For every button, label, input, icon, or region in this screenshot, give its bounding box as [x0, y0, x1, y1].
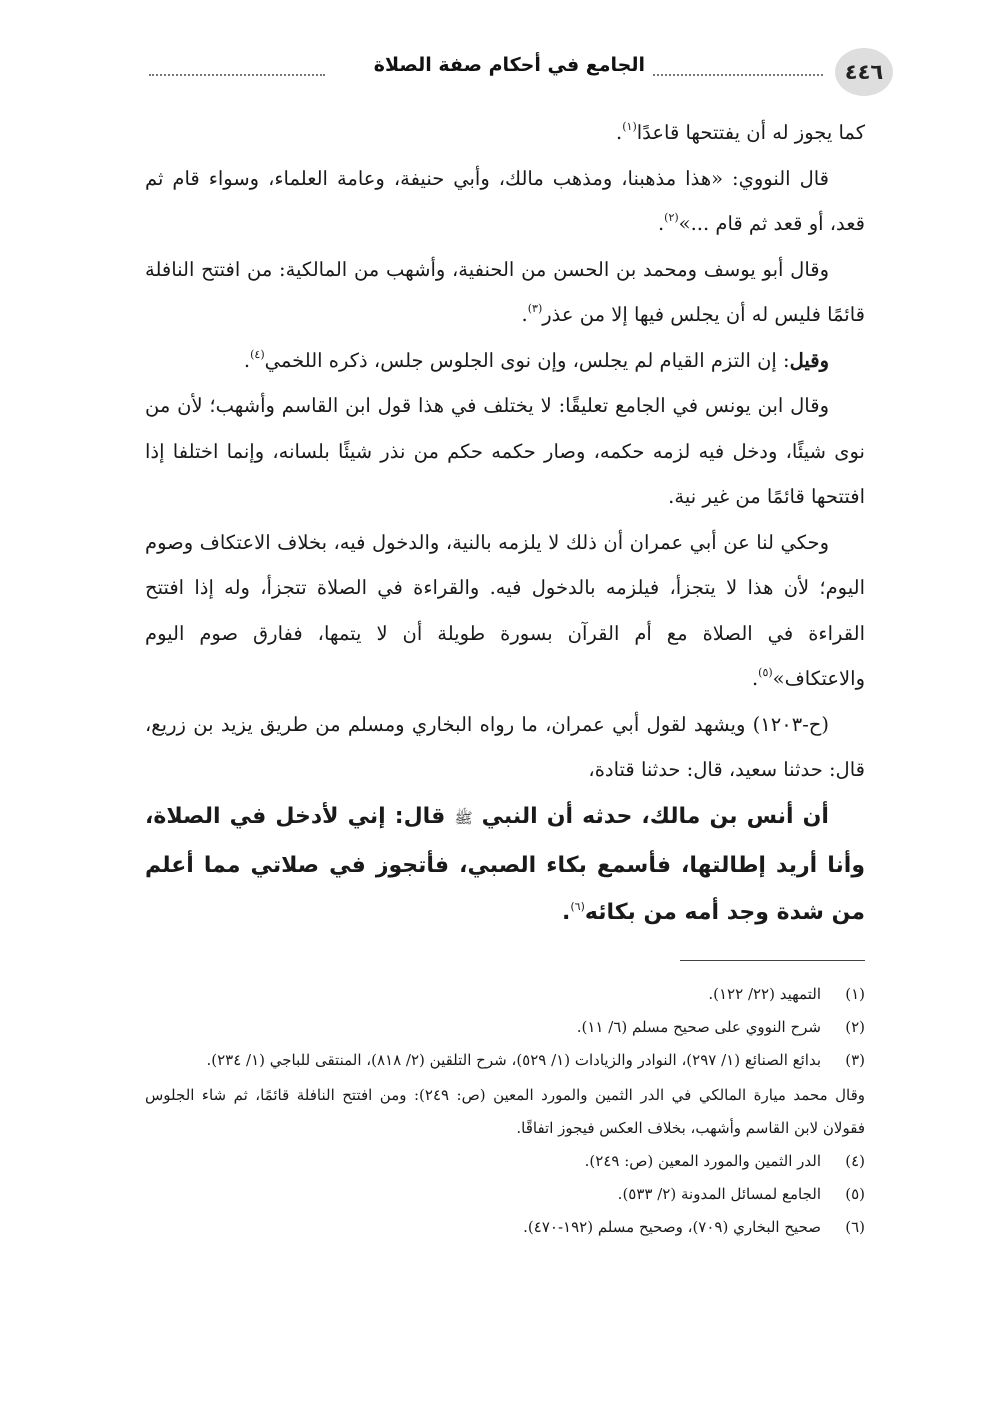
footnote-3	[145, 1044, 865, 1077]
paragraph-end: .	[657, 212, 665, 235]
footnote-3-continuation: وقال محمد ميارة المالكي في الدر الثمين والمورد المعين (ص: ٢٤٩): ومن افتتح النافلة قائمًا، ثم شاء الجلوس فقولان لابن القاسم وأشهب، بخلاف العكس فيجوز اتفاقًا.	[145, 1086, 866, 1137]
paragraph-end: .	[521, 303, 528, 326]
footnote-ref[interactable]: (٦)	[570, 899, 585, 913]
footnote-5	[145, 1178, 865, 1211]
paragraph-end: .	[616, 121, 623, 144]
footnote-6	[145, 1211, 865, 1244]
paragraph-3	[145, 247, 865, 338]
footnote-number: (٤)	[845, 1152, 865, 1170]
paragraph-lead: وقيل	[789, 348, 829, 372]
footnote-ref[interactable]: (٥)	[758, 666, 773, 679]
footnote-number: (٣)	[845, 1051, 865, 1069]
footnote-text: التمهيد (٢٢/ ١٢٢).	[708, 985, 821, 1003]
paragraph-text: وقال ابن يونس في الجامع تعليقًا: لا يختلف في هذا قول ابن القاسم وأشهب؛ لأن من نوى شيئًا، ودخل فيه لزمه حكمه، وصار حكمه حكم من نذر شيئًا بلسانه، وإنما اختلفا إذا افتتحها قائمًا من غير نية.	[145, 394, 865, 508]
paragraph-end: .	[243, 348, 251, 372]
paragraph-6	[145, 520, 865, 702]
footnote-ref[interactable]: (١)	[622, 120, 637, 133]
honorific-glyph: ﷺ	[454, 808, 473, 827]
footnotes	[145, 978, 865, 1244]
footnote-text: الدر الثمين والمورد المعين (ص: ٢٤٩).	[584, 1152, 821, 1170]
main-text	[145, 110, 865, 936]
footnote-2	[145, 1011, 865, 1044]
paragraph-text: : إن التزم القيام لم يجلس، وإن نوى الجلوس جلس، ذكره اللخمي	[264, 348, 790, 372]
paragraph-2	[145, 156, 865, 247]
footnote-text: صحيح البخاري (٧٠٩)، وصحيح مسلم (١٩٢-٤٧٠).	[523, 1218, 821, 1236]
footnote-number: (٥)	[845, 1185, 865, 1203]
paragraph-1	[145, 110, 865, 156]
header-dots-right	[653, 74, 823, 76]
footnote-text: شرح النووي على صحيح مسلم (٦/ ١١).	[576, 1018, 821, 1036]
hadith-text	[145, 793, 865, 936]
footnote-text: بدائع الصنائع (١/ ٢٩٧)، النوادر والزيادات (١/ ٥٢٩)، شرح التلقين (٢/ ٨١٨)، المنتقى للباجي (١/ ٢٣٤).	[206, 1051, 821, 1069]
paragraph-text: كما يجوز له أن يفتتحها قاعدًا	[636, 121, 865, 144]
paragraph-7	[145, 702, 865, 793]
footnote-ref[interactable]: (٢)	[664, 211, 679, 224]
hadith-part-2: قال: إني لأدخل في الصلاة، وأنا أريد إطالتها، فأسمع بكاء الصبي، فأتجوز في صلاتي مما أعلم من شدة وجد أمه من بكائه	[145, 803, 865, 925]
hadith-end: .	[562, 899, 571, 925]
footnote-ref[interactable]: (٣)	[527, 302, 543, 315]
footnote-number: (٢)	[845, 1018, 865, 1036]
footnote-4	[145, 1145, 865, 1178]
header-dots-left	[149, 74, 325, 76]
running-header	[145, 40, 893, 100]
paragraph-text: قال النووي: «هذا مذهبنا، ومذهب مالك، وأبي حنيفة، وعامة العلماء، وسواء قام ثم قعد، أو قعد ثم قام ...»	[145, 166, 865, 235]
footnote-number: (٦)	[845, 1218, 865, 1236]
header-title: الجامع في أحكام صفة الصلاة	[373, 54, 645, 76]
footnote-number: (١)	[845, 985, 865, 1003]
paragraph-5	[145, 383, 865, 520]
paragraph-4	[145, 338, 865, 384]
footnote-separator	[680, 960, 865, 961]
hadith-part-1: أن أنس بن مالك، حدثه أن النبي	[481, 803, 829, 829]
page-number: ٤٤٦	[835, 48, 893, 96]
footnote-ref[interactable]: (٤)	[250, 347, 265, 361]
footnote-text: الجامع لمسائل المدونة (٢/ ٥٣٣).	[617, 1185, 821, 1203]
paragraph-end: .	[751, 667, 759, 690]
paragraph-text: (ح-١٢٠٣) ويشهد لقول أبي عمران، ما رواه البخاري ومسلم من طريق يزيد بن زريع، قال: حدثنا سعيد، قال: حدثنا قتادة،	[145, 712, 865, 781]
footnote-1	[145, 978, 865, 1011]
paragraph-text: وقال أبو يوسف ومحمد بن الحسن من الحنفية، وأشهب من المالكية: من افتتح النافلة قائمًا فليس له أن يجلس فيها إلا من عذر	[145, 257, 865, 326]
paragraph-text: وحكي لنا عن أبي عمران أن ذلك لا يلزمه بالنية، والدخول فيه، بخلاف الاعتكاف وصوم اليوم؛ لأن هذا لا يتجزأ، فيلزمه بالدخول فيه. والقراءة في الصلاة تتجزأ، وله إذا افتتح القراءة في الصلاة مع أم القرآن بسورة طويلة أن لا يتمها، ففارق صوم اليوم والاعتكاف»	[145, 530, 865, 690]
